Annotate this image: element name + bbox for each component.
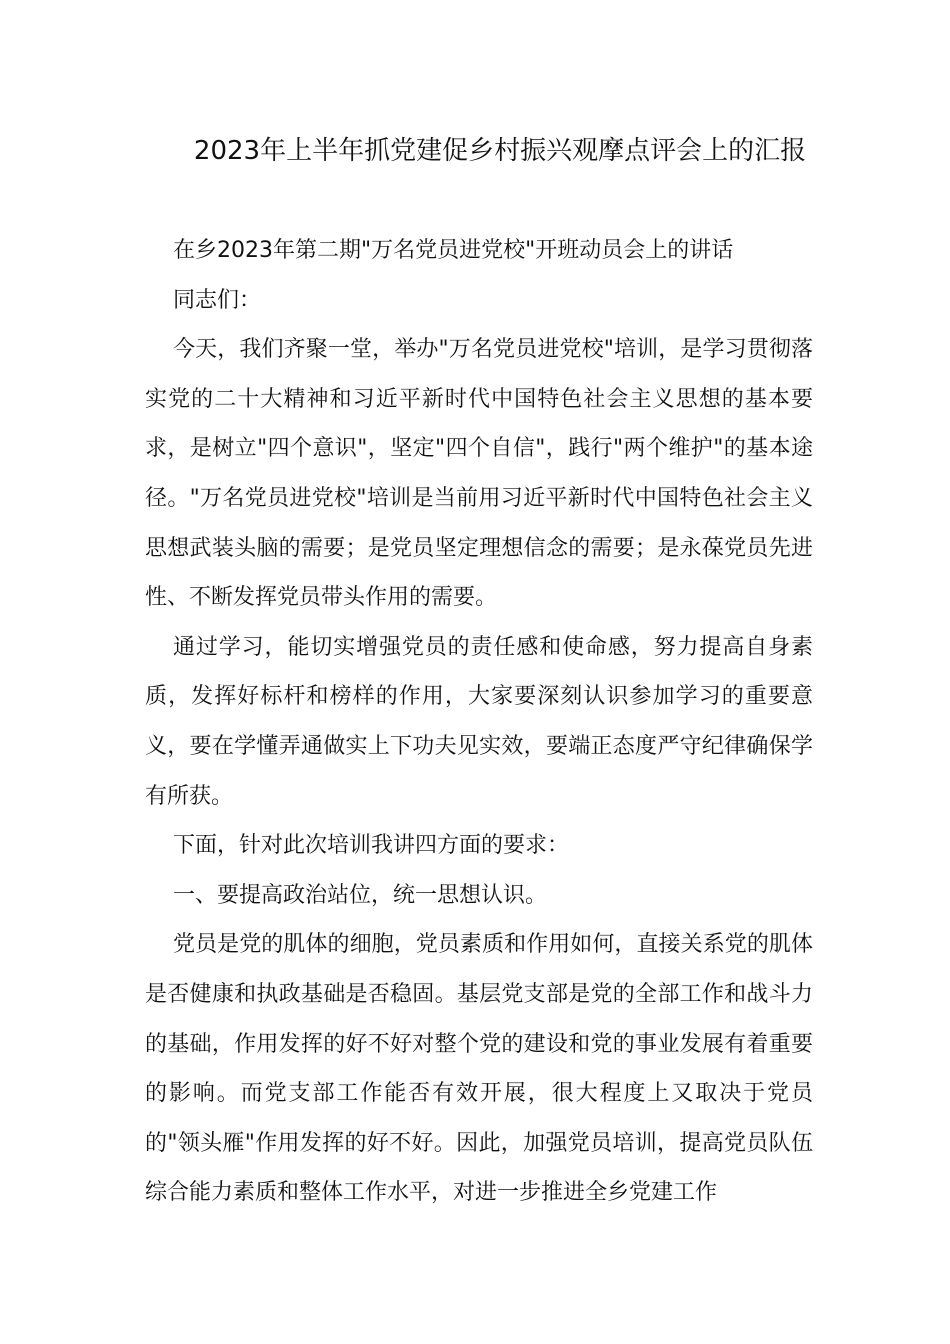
document-title: 2023年上半年抓党建促乡村振兴观摩点评会上的汇报 bbox=[193, 136, 807, 166]
salutation: 同志们： bbox=[173, 287, 262, 313]
document-body bbox=[145, 226, 813, 1218]
paragraph-intro: 今天，我们齐聚一堂，举办"万名党员进党校"培训，是学习贯彻落实党的二十大精神和习近平新时代中国特色社会主义思想的基本要求，是树立"四个意识"，坚定"四个自信"，践行"两个维护"的基本途径。"万名党员进党校"培训是当前用习近平新时代中国特色社会主义思想武装头脑的需要；是党员坚定理想信念的需要；是永葆党员先进性、不断发挥党员带头作用的需要。 bbox=[145, 337, 813, 611]
paragraph-study: 通过学习，能切实增强党员的责任感和使命感，努力提高自身素质，发挥好标杆和榜样的作用，大家要深刻认识参加学习的重要意义，要在学懂弄通做实上下功夫见实效，要端正态度严守纪律确保学有所获。 bbox=[145, 634, 813, 809]
speech-heading: 在乡2023年第二期"万名党员进党校"开班动员会上的讲话 bbox=[173, 238, 734, 263]
paragraph-requirements-lead: 下面，针对此次培训我讲四方面的要求： bbox=[173, 833, 570, 859]
paragraph-section-1: 党员是党的肌体的细胞，党员素质和作用如何，直接关系党的肌体是否健康和执政基础是否稳固。基层党支部是党的全部工作和战斗力的基础，作用发挥的好不好对整个党的建设和党的事业发展有着重要的影响。而党支部工作能否有效开展，很大程度上又取决于党员的"领头雁"作用发挥的好不好。因此，加强党员培训，提高党员队伍综合能力素质和整体工作水平，对进一步推进全乡党建工作 bbox=[145, 932, 813, 1206]
section-heading-1: 一、要提高政治站位，统一思想认识。 bbox=[173, 882, 548, 908]
